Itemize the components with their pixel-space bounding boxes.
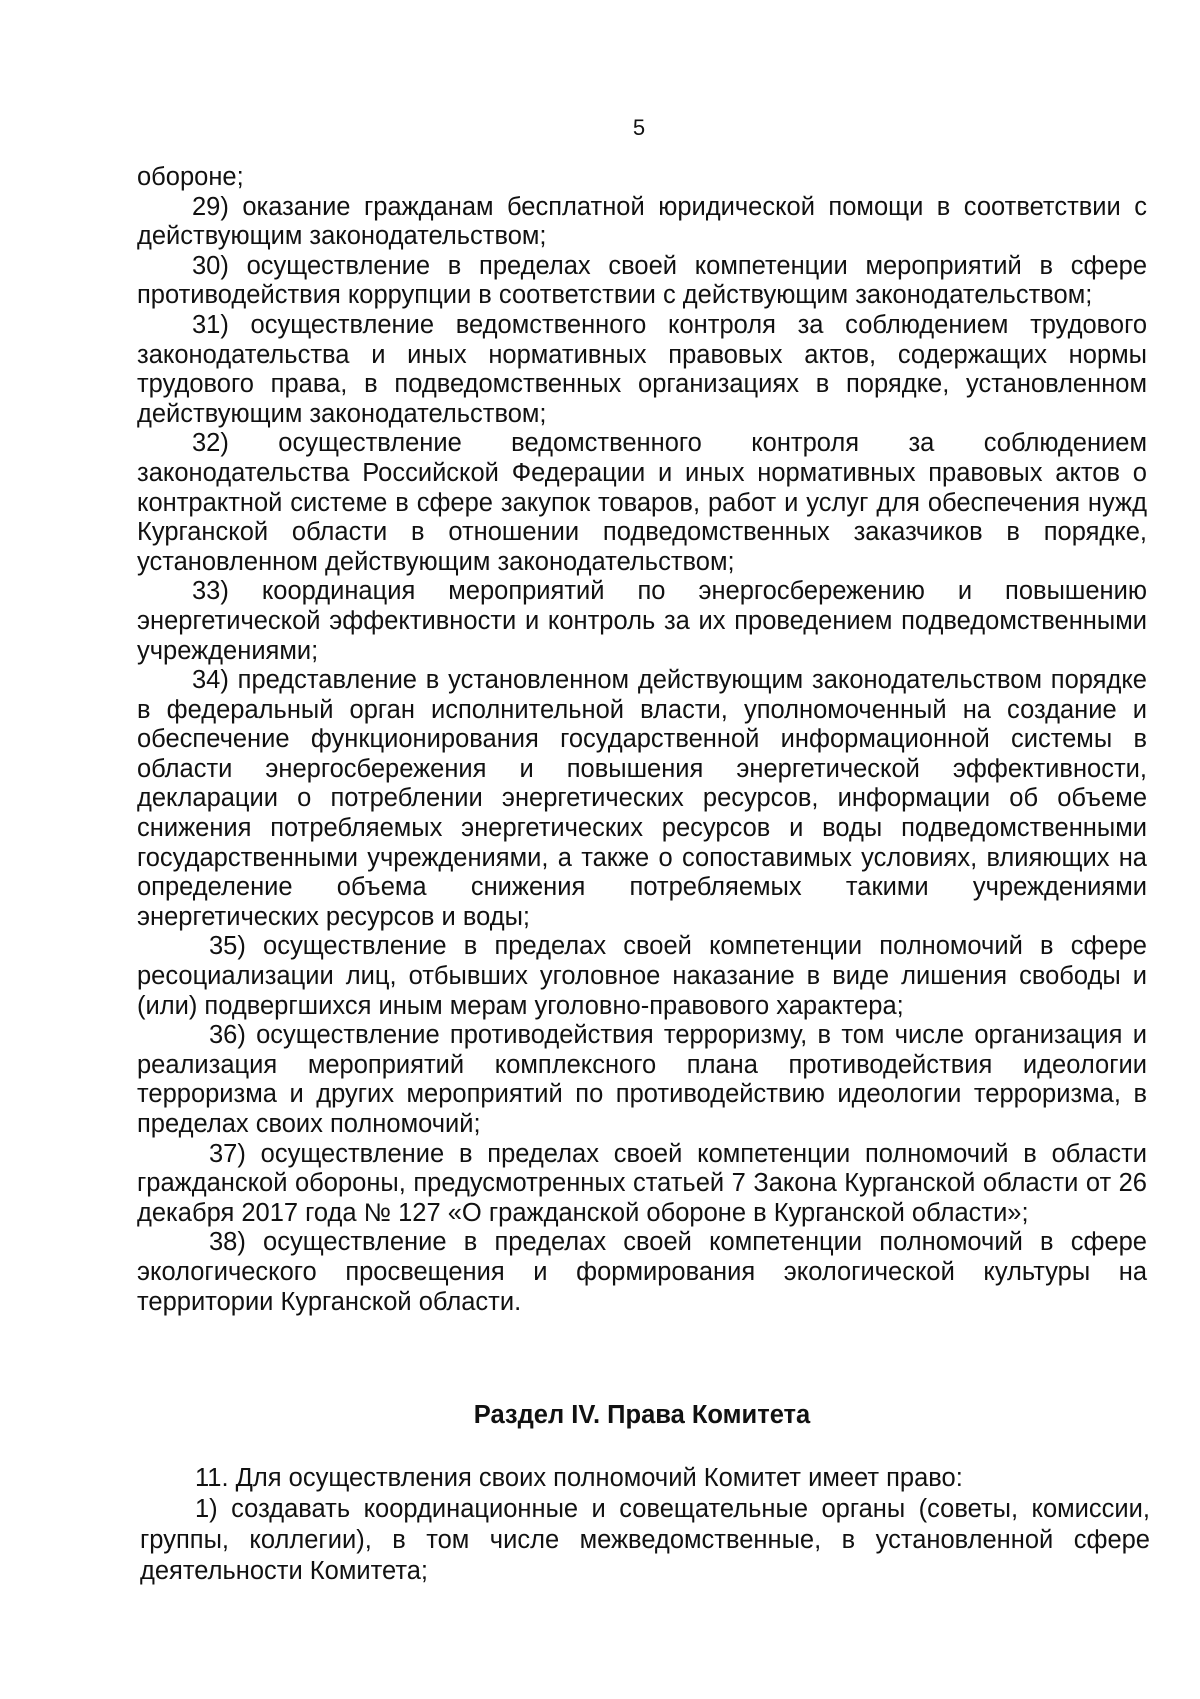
paragraph-item-35: 35) осуществление в пределах своей компетенции полномочий в сфере ресоциализации лиц, отбывших уголовное наказание в виде лишения свободы и (или) подвергшихся иным мерам уголовно-правового характера;	[137, 932, 1147, 1020]
paragraph-continuation: обороне;	[137, 163, 244, 191]
document-body	[137, 163, 1147, 1317]
paragraph-clause-11-item-1: 1) создавать координационные и совещательные органы (советы, комиссии, группы, коллегии), в том числе межведомственные, в установленной сфере деятельности Комитета;	[140, 1495, 1150, 1585]
paragraph-item-30: 30) осуществление в пределах своей компетенции мероприятий в сфере противодействия коррупции в соответствии с действующим законодательством;	[137, 251, 1147, 310]
paragraph-item-38: 38) осуществление в пределах своей компетенции полномочий в сфере экологического просвещения и формирования экологической культуры на территории Курганской области.	[137, 1228, 1147, 1316]
paragraph-item-36: 36) осуществление противодействия терроризму, в том числе организация и реализация мероприятий комплексного плана противодействия идеологии терроризма и других мероприятий по противодействию идеологии терроризма, в пределах своих полномочий;	[137, 1021, 1147, 1138]
paragraph-item-29: 29) оказание гражданам бесплатной юридической помощи в соответствии с действующим законодательством;	[137, 192, 1147, 251]
paragraph-item-31: 31) осуществление ведомственного контроля за соблюдением трудового законодательства и иных нормативных правовых актов, содержащих нормы трудового права, в подведомственных организациях в порядке, установленном действующим законодательством;	[137, 310, 1147, 428]
paragraph-clause-11: 11. Для осуществления своих полномочий Комитет имеет право:	[195, 1464, 963, 1492]
page-number: 5	[632, 115, 646, 140]
paragraph-item-37: 37) осуществление в пределах своей компетенции полномочий в области гражданской обороны, предусмотренных статьей 7 Закона Курганской области от 26 декабря 2017 года № 127 «О гражданской обороне в Курганской области»;	[137, 1139, 1147, 1227]
paragraph-item-33: 33) координация мероприятий по энергосбережению и повышению энергетической эффективности и контроль за их проведением подведомственными учреждениями;	[137, 577, 1147, 665]
section-body	[140, 1463, 1150, 1587]
section-heading: Раздел IV. Права Комитета	[473, 1401, 811, 1429]
paragraph-item-32: 32) осуществление ведомственного контроля за соблюдением законодательства Российской Федерации и иных нормативных правовых актов о контрактной системе в сфере закупок товаров, работ и услуг для обеспечения нужд Курганской области в отношении подведомственных заказчиков в порядке, установленном действующим законодательством;	[137, 429, 1147, 576]
paragraph-item-34: 34) представление в установленном действующим законодательством порядке в федеральный орган исполнительной власти, уполномоченный на создание и обеспечение функционирования государственной информационной системы в области энергосбережения и повышения энергетической эффективности, декларации о потреблении энергетических ресурсов, информации об объеме снижения потребляемых энергетических ресурсов и воды подведомственными государственными учреждениями, а также о сопоставимых условиях, влияющих на определение объема снижения потребляемых такими учреждениями энергетических ресурсов и воды;	[137, 666, 1147, 931]
